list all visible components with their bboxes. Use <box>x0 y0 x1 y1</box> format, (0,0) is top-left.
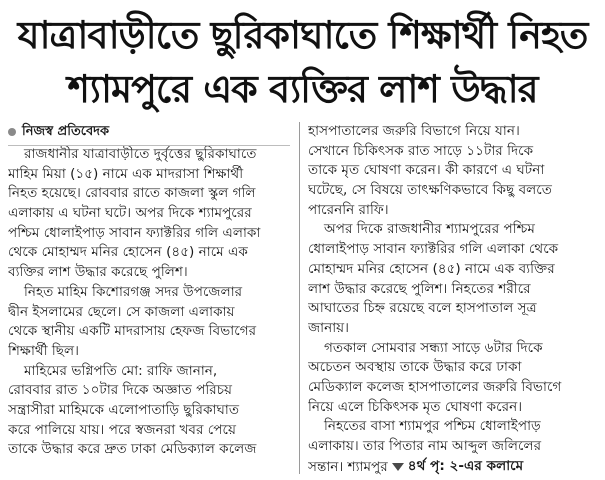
article-line-text: থেকে স্থানীয় একটি মাদরাসায় হেফজ বিভাগের <box>8 323 257 340</box>
article-line <box>8 184 290 204</box>
article-line-text: আঘাতের চিহ্ন রয়েছে বলে হাসপাতাল সূত্র <box>308 300 537 317</box>
article-line <box>8 263 290 283</box>
article-line-text: লাশ উদ্ধার করেছে পুলিশ। নিহতের শরীরে <box>308 280 531 297</box>
article-line-text: থেকে মোহাম্মদ মনির হোসেন (৪৫) নামে এক <box>8 244 248 261</box>
article-line <box>8 362 290 382</box>
column-divider <box>299 122 300 474</box>
article-line <box>8 204 290 224</box>
article-line <box>308 142 596 162</box>
article-line-text: জানায়। <box>308 319 350 336</box>
article-line-text: ধোলাইপাড় সাবান ফ্যাক্টরির গলি এলাকা থেকে <box>308 241 559 258</box>
article-line <box>8 342 290 362</box>
article-line-text: মেডিক্যাল কলেজ হাসপাতালের জরুরি বিভাগে <box>308 378 562 395</box>
article-line <box>308 122 596 142</box>
article-line <box>308 280 596 300</box>
article-line <box>8 165 290 185</box>
article-line-text: এলাকায়। তার পিতার নাম আব্দুল জলিলের <box>308 438 542 454</box>
article-line-text: পারেননি রাফি। <box>308 201 389 218</box>
article-line-text: ব্যক্তির লাশ উদ্ধার করেছে পুলিশ। <box>8 264 188 281</box>
article-line-text: নিয়ে এলে চিকিৎসক মৃত ঘোষণা করেন। <box>308 398 523 415</box>
article-line <box>308 161 596 181</box>
byline <box>8 122 290 141</box>
article-line <box>308 240 596 260</box>
article-line <box>308 319 596 339</box>
article-line-text: দ্বীন ইসলামের ছেলে। সে কাজলা এলাকায় <box>8 303 235 320</box>
article-line-text: নিহতের বাসা শ্যামপুর পশ্চিম ধোলাইপাড় <box>324 418 541 435</box>
article-line <box>308 220 596 240</box>
article-line <box>8 381 290 401</box>
article-line <box>308 457 596 477</box>
article-line-text: হাসপাতালের জরুরি বিভাগে নিয়ে যান। <box>308 123 520 139</box>
article-line-text: রাজধানীর যাত্রাবাড়ীতে দুর্বৃত্তের ছুরিকাঘাতে <box>24 146 257 162</box>
article-line-text: শিক্ষার্থী ছিল। <box>8 342 80 359</box>
article-line <box>308 299 596 319</box>
byline-text: নিজস্ব প্রতিবেদক <box>22 123 110 139</box>
article-line <box>8 283 290 303</box>
article-line-text: নিহত হয়েছে। রোববার রাতে কাজলা স্কুল গলি <box>8 185 256 202</box>
article-line <box>308 201 596 221</box>
article-line <box>308 181 596 201</box>
byline-divider <box>8 145 290 146</box>
article-line-text: সেখানে চিকিৎসক রাত সাড়ে ১১টার দিকে <box>308 142 534 159</box>
article-line <box>8 243 290 263</box>
triangle-pointer-icon <box>392 463 404 471</box>
headline-line-1: যাত্রাবাড়ীতে ছুরিকাঘাতে শিক্ষার্থী নিহত <box>17 13 588 57</box>
article-column-left <box>8 122 290 460</box>
article-line-text: ঘটেছে, সে বিষয়ে তাৎক্ষণিকভাবে কিছু বলতে <box>308 182 552 199</box>
article-column-right <box>308 122 596 476</box>
article-line <box>8 303 290 323</box>
article-line-text: গতকাল সোমবার সন্ধ্যা সাড়ে ৬টার দিকে <box>324 339 543 356</box>
bullet-icon <box>8 128 16 136</box>
article-line-text: তাকে উদ্ধার করে দ্রুত ঢাকা মেডিক্যাল কলেজ <box>8 441 257 458</box>
article-line-text: অচেতন অবস্থায় তাকে উদ্ধার করে ঢাকা <box>308 359 522 376</box>
article-line-text: এলাকায় এ ঘটনা ঘটে। অপর দিকে শ্যামপুরের <box>8 205 252 222</box>
article-line-text: তাকে মৃত ঘোষণা করেন। কী কারণে এ ঘটনা <box>308 162 545 179</box>
article-line <box>8 224 290 244</box>
article-line <box>8 145 290 165</box>
article-line <box>8 421 290 441</box>
article-line-text: সন্তান। শ্যামপুর <box>308 458 388 475</box>
article-line <box>308 378 596 398</box>
article-line-text: সন্ত্রাসীরা মাহিমকে এলোপাতাড়ি ছুরিকাঘাত <box>8 401 240 418</box>
article-line <box>308 398 596 418</box>
article-line-text: নিহত মাহিম কিশোরগঞ্জ সদর উপজেলার <box>24 283 243 300</box>
article-line <box>8 401 290 421</box>
article-line-text: অপর দিকে রাজধানীর শ্যামপুরের পশ্চিম <box>324 221 535 238</box>
article-line-text: রোববার রাত ১০টার দিকে অজ্ঞাত পরিচয় <box>8 382 233 399</box>
continuation-marker <box>392 457 523 477</box>
article-line <box>308 437 596 457</box>
headline-line-2: শ্যামপুরে এক ব্যক্তির লাশ উদ্ধার <box>67 67 538 111</box>
article-line <box>8 322 290 342</box>
article-line <box>308 260 596 280</box>
article-line-text: মোহাম্মদ মনির হোসেন (৪৫) নামে এক ব্যক্তির <box>308 260 555 277</box>
article-line <box>308 358 596 378</box>
article-line <box>308 339 596 359</box>
continuation-text: ৪র্থ পৃ: ২-এর কলামে <box>407 457 524 474</box>
article-line-text: করে পালিয়ে যায়। পরে স্বজনরা খবর পেয়ে <box>8 421 236 438</box>
article-line-text: পশ্চিম ধোলাইপাড় সাবান ফ্যাক্টরির গলি এলাকা <box>8 224 261 241</box>
article-line-text: মাহিমের ভগ্নিপতি মো: রাফি জানান, <box>24 362 218 379</box>
article-line <box>8 440 290 460</box>
article-line <box>308 417 596 437</box>
article-line-text: মাহিম মিয়া (১৫) নামে এক মাদরাসা শিক্ষার্থী <box>8 165 244 182</box>
